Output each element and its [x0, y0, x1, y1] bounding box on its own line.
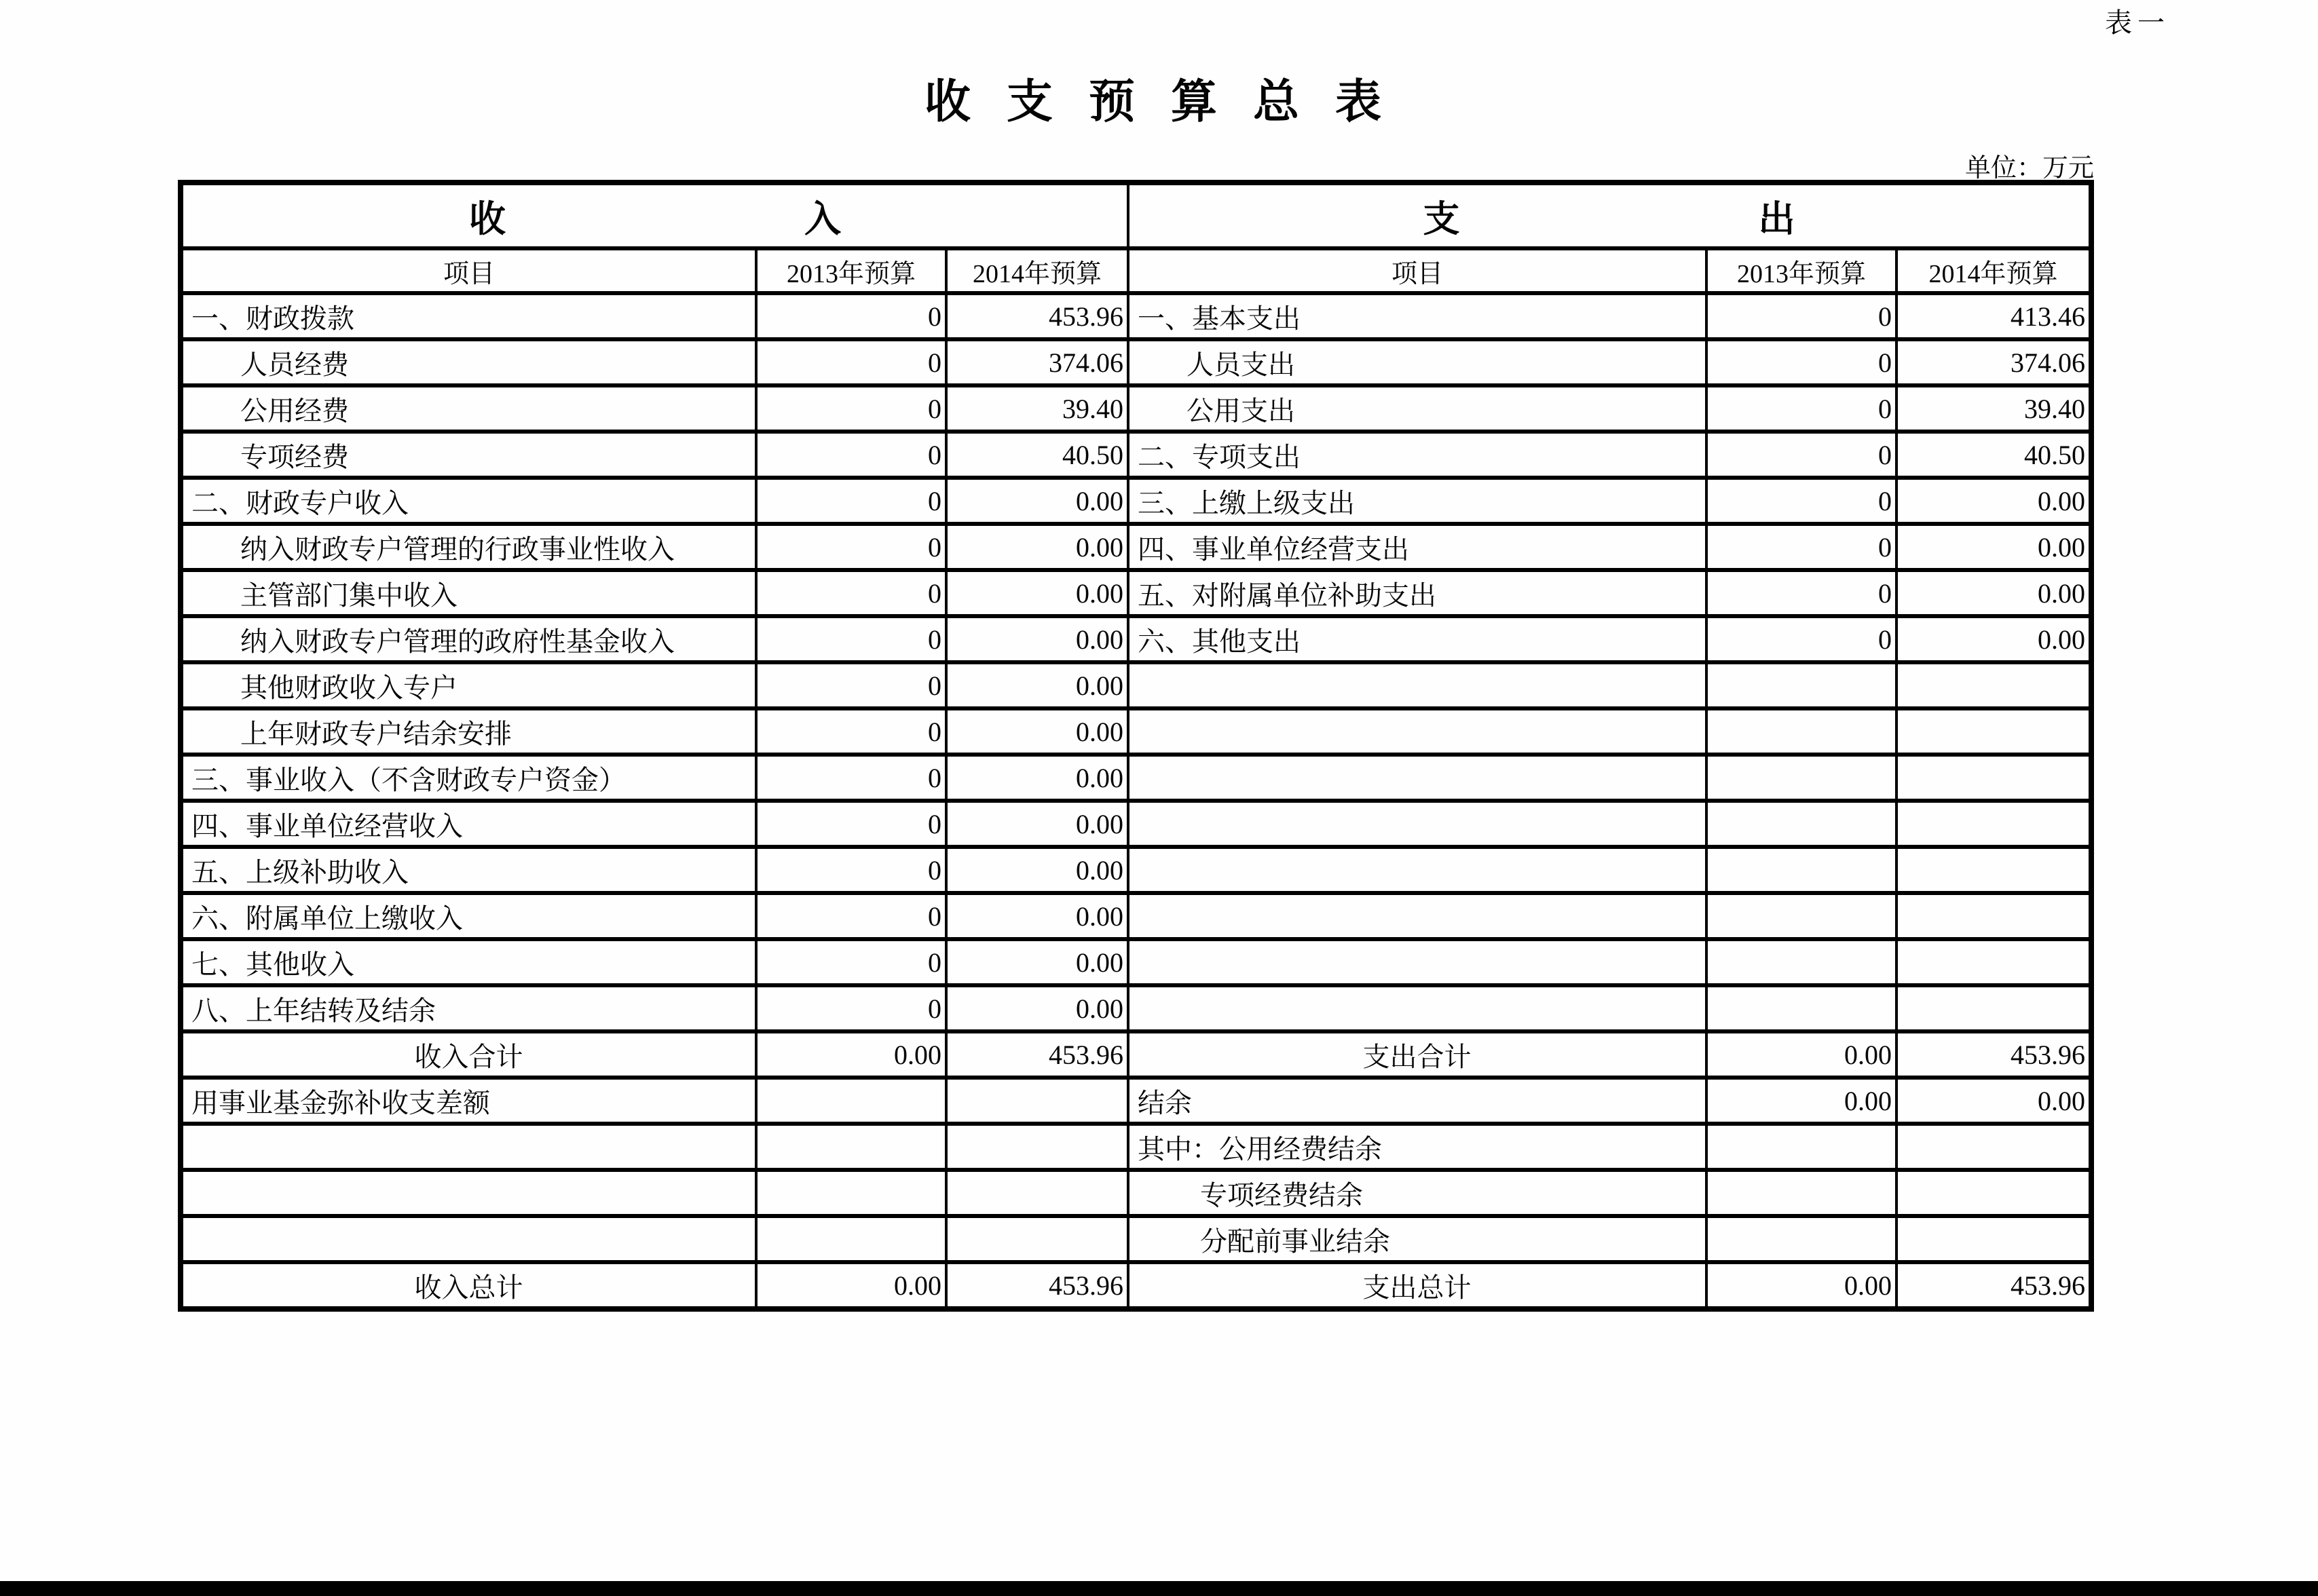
expenditure-2014-cell: 0.00	[1896, 478, 2091, 524]
table-row	[181, 1170, 2091, 1216]
expenditure-2014-cell	[1896, 1216, 2091, 1262]
table-row	[181, 385, 2091, 432]
table-row	[181, 1078, 2091, 1124]
expenditure-2014-cell: 39.40	[1896, 385, 2091, 432]
expenditure-item-cell	[1128, 893, 1706, 939]
revenue-item-cell: 二、财政专户收入	[181, 478, 756, 524]
table-row	[181, 570, 2091, 616]
revenue-2014-cell: 0.00	[946, 939, 1128, 985]
expenditure-item-cell: 其中：公用经费结余	[1128, 1124, 1706, 1170]
expenditure-item-cell: 三、上缴上级支出	[1128, 478, 1706, 524]
table-row	[181, 801, 2091, 847]
expenditure-2014-cell: 0.00	[1896, 524, 2091, 570]
revenue-header-char: 入	[804, 198, 841, 240]
revenue-item-cell: 一、财政拨款	[181, 293, 756, 339]
table-row	[181, 755, 2091, 801]
revenue-2014-cell	[946, 1216, 1128, 1262]
expenditure-2013-cell	[1706, 662, 1896, 708]
revenue-item-cell: 五、上级补助收入	[181, 847, 756, 893]
expenditure-2013-cell	[1706, 708, 1896, 755]
expenditure-2014-cell	[1896, 755, 2091, 801]
expenditure-2014-column-header: 2014年预算	[1896, 248, 2091, 293]
revenue-item-cell: 纳入财政专户管理的政府性基金收入	[181, 616, 756, 662]
expenditure-item-cell: 分配前事业结余	[1128, 1216, 1706, 1262]
expenditure-2013-cell: 0	[1706, 432, 1896, 478]
expenditure-item-cell	[1128, 708, 1706, 755]
revenue-item-cell: 其他财政收入专户	[181, 662, 756, 708]
expenditure-item-cell: 二、专项支出	[1128, 432, 1706, 478]
revenue-item-cell: 主管部门集中收入	[181, 570, 756, 616]
expenditure-item-cell: 结余	[1128, 1078, 1706, 1124]
revenue-2013-cell	[756, 1078, 946, 1124]
expenditure-2013-cell: 0.00	[1706, 1262, 1896, 1309]
expenditure-item-cell: 支出合计	[1128, 1031, 1706, 1078]
expenditure-item-cell	[1128, 801, 1706, 847]
expenditure-item-cell: 一、基本支出	[1128, 293, 1706, 339]
revenue-2014-column-header: 2014年预算	[946, 248, 1128, 293]
revenue-item-cell: 人员经费	[181, 339, 756, 385]
expenditure-2013-cell: 0	[1706, 570, 1896, 616]
expenditure-2013-cell: 0	[1706, 293, 1896, 339]
revenue-item-cell: 收入合计	[181, 1031, 756, 1078]
revenue-2013-cell: 0	[756, 893, 946, 939]
revenue-header-char: 收	[469, 198, 506, 240]
revenue-2013-cell: 0	[756, 478, 946, 524]
expenditure-2014-cell: 413.46	[1896, 293, 2091, 339]
revenue-item-cell: 收入总计	[181, 1262, 756, 1309]
expenditure-2013-cell	[1706, 755, 1896, 801]
revenue-2014-cell: 0.00	[946, 893, 1128, 939]
table-row	[181, 939, 2091, 985]
revenue-2014-cell: 0.00	[946, 478, 1128, 524]
expenditure-2013-cell: 0.00	[1706, 1031, 1896, 1078]
expenditure-header-char: 出	[1758, 198, 1795, 240]
expenditure-2014-cell	[1896, 847, 2091, 893]
section-header-row	[181, 183, 2091, 248]
revenue-2014-cell: 0.00	[946, 755, 1128, 801]
revenue-2014-cell: 0.00	[946, 616, 1128, 662]
expenditure-section-header	[1128, 183, 2091, 248]
expenditure-item-cell: 人员支出	[1128, 339, 1706, 385]
expenditure-item-column-header: 项目	[1128, 248, 1706, 293]
revenue-2013-cell	[756, 1170, 946, 1216]
expenditure-item-cell: 专项经费结余	[1128, 1170, 1706, 1216]
expenditure-item-cell: 六、其他支出	[1128, 616, 1706, 662]
table-row	[181, 708, 2091, 755]
revenue-item-cell: 六、附属单位上缴收入	[181, 893, 756, 939]
revenue-2014-cell: 0.00	[946, 570, 1128, 616]
table-row	[181, 662, 2091, 708]
table-row	[181, 893, 2091, 939]
revenue-item-cell: 三、事业收入（不含财政专户资金）	[181, 755, 756, 801]
expenditure-item-cell	[1128, 939, 1706, 985]
revenue-2014-cell: 453.96	[946, 293, 1128, 339]
expenditure-2014-cell	[1896, 893, 2091, 939]
revenue-2013-cell	[756, 1124, 946, 1170]
revenue-2014-cell: 0.00	[946, 662, 1128, 708]
revenue-item-cell: 七、其他收入	[181, 939, 756, 985]
table-row	[181, 478, 2091, 524]
revenue-item-cell: 公用经费	[181, 385, 756, 432]
table-row	[181, 339, 2091, 385]
table-row	[181, 1262, 2091, 1309]
revenue-2014-cell: 39.40	[946, 385, 1128, 432]
expenditure-2014-cell: 0.00	[1896, 1078, 2091, 1124]
revenue-2013-cell: 0	[756, 293, 946, 339]
revenue-item-column-header: 项目	[181, 248, 756, 293]
expenditure-2013-cell	[1706, 1124, 1896, 1170]
revenue-item-cell	[181, 1170, 756, 1216]
expenditure-2013-cell	[1706, 1216, 1896, 1262]
budget-table-body	[181, 293, 2091, 1309]
revenue-item-cell: 八、上年结转及结余	[181, 985, 756, 1031]
revenue-2013-column-header: 2013年预算	[756, 248, 946, 293]
expenditure-2014-cell	[1896, 1124, 2091, 1170]
expenditure-2013-cell: 0	[1706, 616, 1896, 662]
expenditure-2013-cell: 0	[1706, 385, 1896, 432]
revenue-2014-cell: 374.06	[946, 339, 1128, 385]
revenue-2013-cell: 0	[756, 939, 946, 985]
revenue-2013-cell: 0	[756, 662, 946, 708]
revenue-section-header	[181, 183, 1128, 248]
expenditure-2013-cell	[1706, 939, 1896, 985]
table-row	[181, 616, 2091, 662]
expenditure-2014-cell	[1896, 939, 2091, 985]
expenditure-item-cell: 五、对附属单位补助支出	[1128, 570, 1706, 616]
revenue-2013-cell: 0	[756, 708, 946, 755]
expenditure-2013-column-header: 2013年预算	[1706, 248, 1896, 293]
revenue-item-cell: 纳入财政专户管理的行政事业性收入	[181, 524, 756, 570]
expenditure-2014-cell	[1896, 985, 2091, 1031]
revenue-2013-cell: 0	[756, 985, 946, 1031]
revenue-item-cell: 用事业基金弥补收支差额	[181, 1078, 756, 1124]
expenditure-2014-cell: 374.06	[1896, 339, 2091, 385]
expenditure-item-cell	[1128, 985, 1706, 1031]
expenditure-item-cell	[1128, 847, 1706, 893]
expenditure-item-cell: 支出总计	[1128, 1262, 1706, 1309]
unit-label: 单位：万元	[1964, 154, 2094, 183]
expenditure-2014-cell: 40.50	[1896, 432, 2091, 478]
budget-table	[178, 180, 2094, 1312]
expenditure-2013-cell	[1706, 985, 1896, 1031]
expenditure-2014-cell: 453.96	[1896, 1031, 2091, 1078]
expenditure-header-char: 支	[1423, 198, 1460, 240]
expenditure-2013-cell	[1706, 801, 1896, 847]
expenditure-2014-cell	[1896, 1170, 2091, 1216]
table-row	[181, 1124, 2091, 1170]
expenditure-item-cell	[1128, 755, 1706, 801]
table-row	[181, 1216, 2091, 1262]
revenue-2013-cell: 0.00	[756, 1262, 946, 1309]
revenue-2014-cell	[946, 1170, 1128, 1216]
table-row	[181, 293, 2091, 339]
table-row	[181, 524, 2091, 570]
revenue-2013-cell: 0	[756, 432, 946, 478]
revenue-2014-cell: 0.00	[946, 801, 1128, 847]
expenditure-2013-cell	[1706, 893, 1896, 939]
revenue-2014-cell: 453.96	[946, 1262, 1128, 1309]
table-row	[181, 985, 2091, 1031]
revenue-2013-cell: 0	[756, 755, 946, 801]
table-row	[181, 847, 2091, 893]
expenditure-2013-cell: 0	[1706, 478, 1896, 524]
expenditure-2014-cell	[1896, 708, 2091, 755]
revenue-2014-cell: 40.50	[946, 432, 1128, 478]
expenditure-2014-cell: 0.00	[1896, 616, 2091, 662]
page-title: 收 支 预 算 总 表	[924, 76, 1394, 128]
expenditure-2013-cell	[1706, 1170, 1896, 1216]
expenditure-2014-cell	[1896, 662, 2091, 708]
revenue-2014-cell	[946, 1078, 1128, 1124]
revenue-2013-cell: 0	[756, 570, 946, 616]
revenue-2014-cell: 453.96	[946, 1031, 1128, 1078]
column-header-row	[181, 248, 2091, 293]
revenue-item-cell: 上年财政专户结余安排	[181, 708, 756, 755]
corner-table-number: 表一	[2105, 7, 2170, 38]
table-row	[181, 432, 2091, 478]
revenue-2014-cell: 0.00	[946, 708, 1128, 755]
revenue-2013-cell: 0	[756, 385, 946, 432]
revenue-2014-cell: 0.00	[946, 524, 1128, 570]
revenue-2013-cell	[756, 1216, 946, 1262]
scan-edge-artifact	[0, 1581, 2318, 1596]
expenditure-2013-cell: 0	[1706, 339, 1896, 385]
revenue-item-cell	[181, 1124, 756, 1170]
revenue-2013-cell: 0	[756, 339, 946, 385]
revenue-2013-cell: 0	[756, 524, 946, 570]
revenue-item-cell: 专项经费	[181, 432, 756, 478]
revenue-2013-cell: 0	[756, 847, 946, 893]
revenue-2014-cell: 0.00	[946, 985, 1128, 1031]
table-row	[181, 1031, 2091, 1078]
expenditure-2013-cell: 0.00	[1706, 1078, 1896, 1124]
revenue-2013-cell: 0	[756, 616, 946, 662]
revenue-item-cell	[181, 1216, 756, 1262]
expenditure-item-cell: 四、事业单位经营支出	[1128, 524, 1706, 570]
revenue-2014-cell	[946, 1124, 1128, 1170]
revenue-item-cell: 四、事业单位经营收入	[181, 801, 756, 847]
revenue-2014-cell: 0.00	[946, 847, 1128, 893]
expenditure-2013-cell: 0	[1706, 524, 1896, 570]
expenditure-2014-cell: 0.00	[1896, 570, 2091, 616]
expenditure-item-cell	[1128, 662, 1706, 708]
expenditure-2014-cell	[1896, 801, 2091, 847]
expenditure-item-cell: 公用支出	[1128, 385, 1706, 432]
revenue-2013-cell: 0	[756, 801, 946, 847]
revenue-2013-cell: 0.00	[756, 1031, 946, 1078]
expenditure-2013-cell	[1706, 847, 1896, 893]
expenditure-2014-cell: 453.96	[1896, 1262, 2091, 1309]
